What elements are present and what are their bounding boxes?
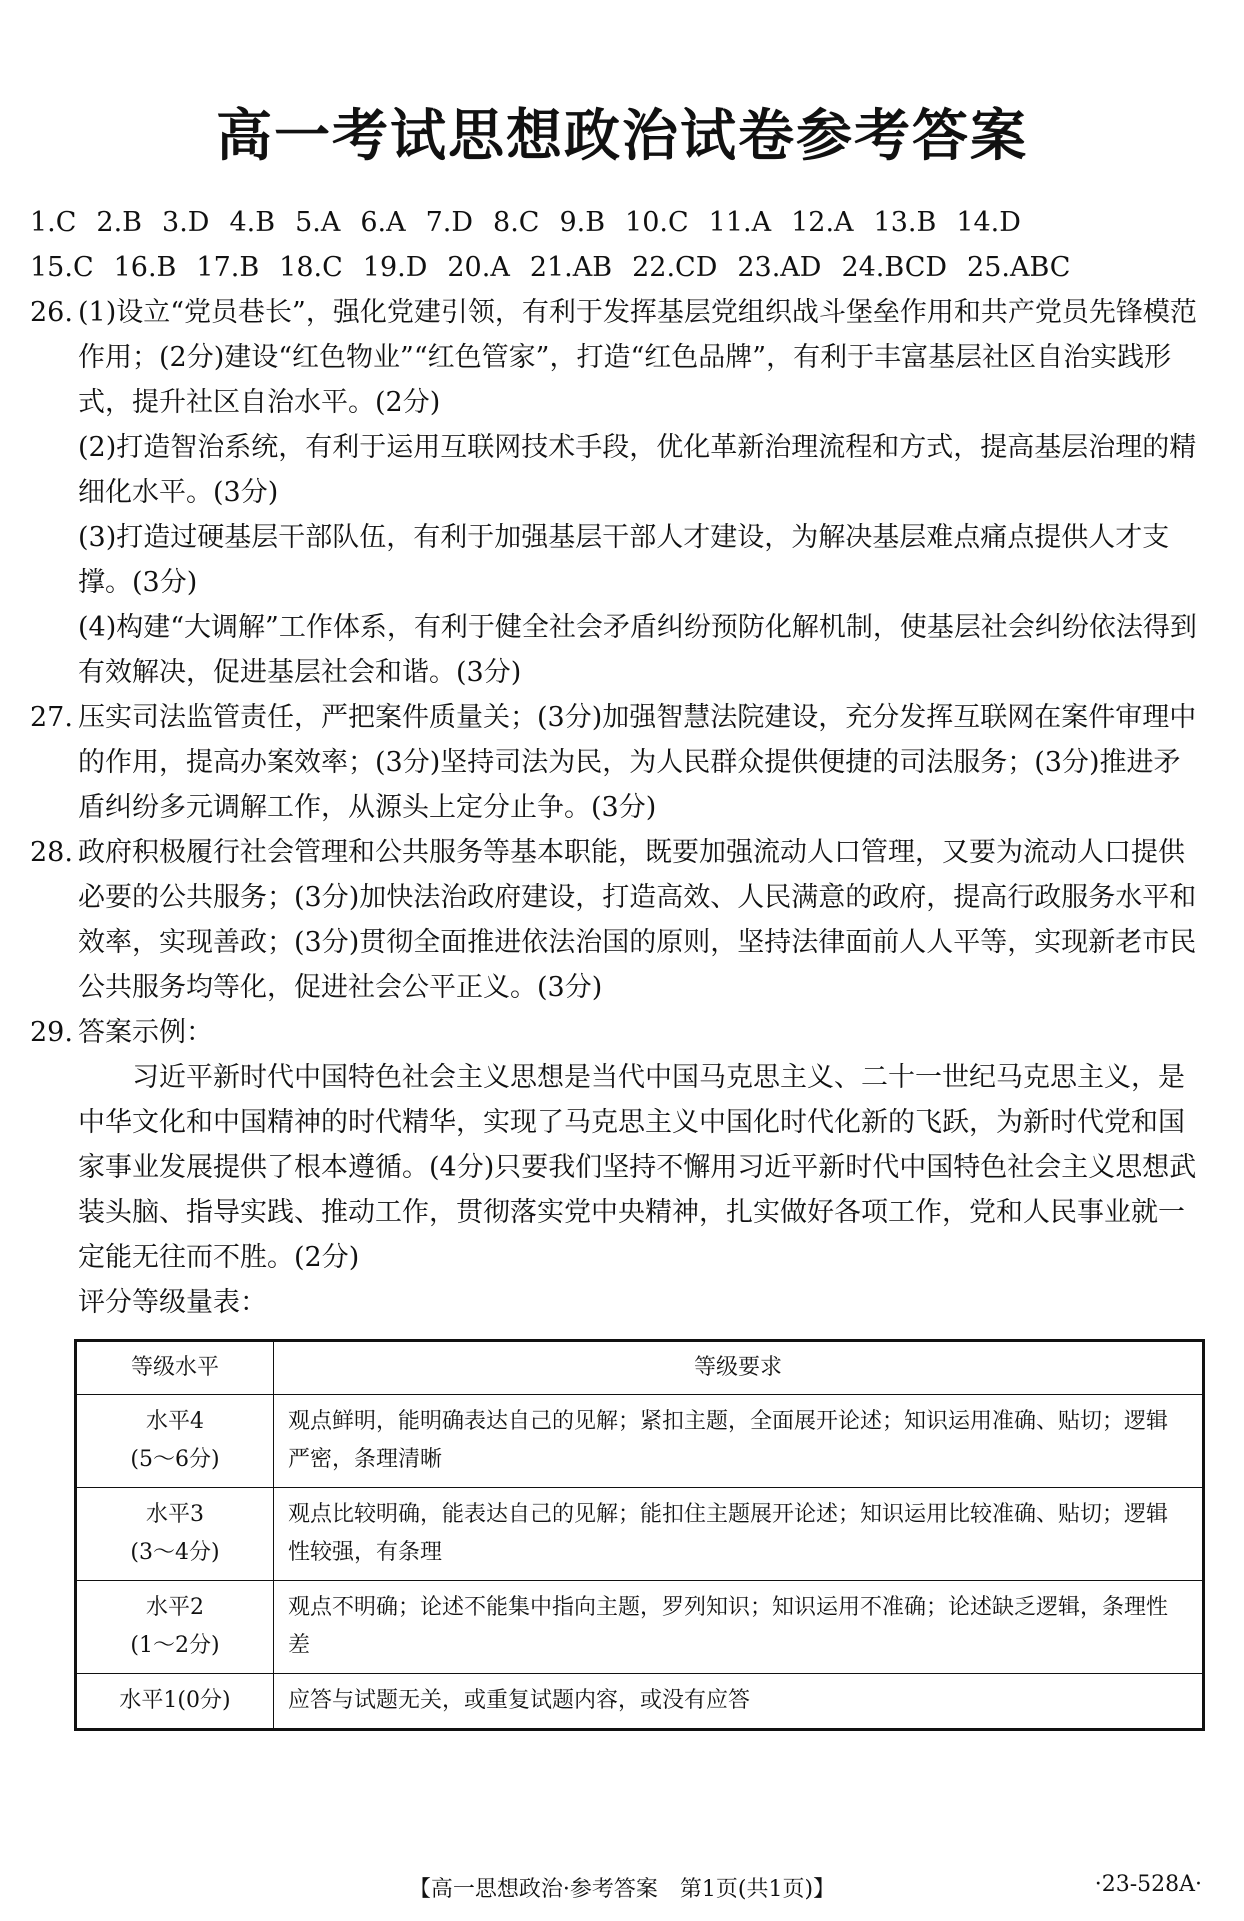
table-header: 等级水平: [76, 1341, 274, 1395]
table-row: [76, 1488, 1204, 1581]
q29-intro: 答案示例：: [78, 1017, 213, 1048]
q26-part-4: (4)构建“大调解”工作体系，有利于健全社会矛盾纠纷预防化解机制，使基层社会纠纷依法得到有效解决，促进基层社会和谐。(3分): [78, 612, 1197, 688]
mc-answer: 24.BCD: [841, 252, 948, 283]
level-range: (1～2分): [130, 1633, 220, 1658]
mc-answer: 21.AB: [529, 252, 613, 283]
mc-answer: 16.B: [113, 252, 177, 283]
mc-answer: 9.B: [559, 207, 606, 238]
table-header: 等级要求: [274, 1341, 1204, 1395]
mc-answers-row-1: [30, 200, 1205, 245]
mc-answer: 10.C: [625, 207, 689, 238]
page-footer: 【高一思想政治·参考答案 第1页(共1页)】: [408, 1877, 836, 1902]
mc-answer: 5.A: [295, 207, 341, 238]
mc-answers-row-2: [30, 245, 1205, 290]
mc-answer: 8.C: [493, 207, 540, 238]
q27-answer: 压实司法监管责任，严把案件质量关；(3分)加强智慧法院建设，充分发挥互联网在案件审理中的作用，提高办案效率；(3分)坚持司法为民，为人民群众提供便捷的司法服务；(3分)推进矛盾纠纷多元调解工作，从源头上定分止争。(3分): [78, 702, 1197, 823]
level-cell: [76, 1488, 274, 1581]
mc-answer: 3.D: [162, 207, 210, 238]
question-number: 27.: [30, 702, 73, 733]
question-28: [30, 830, 1205, 1010]
requirement-cell: 观点鲜明，能明确表达自己的见解；紧扣主题，全面展开论述；知识运用准确、贴切；逻辑严密，条理清晰: [274, 1395, 1204, 1488]
mc-answer: 13.B: [873, 207, 937, 238]
requirement-cell: 观点比较明确，能表达自己的见解；能扣住主题展开论述；知识运用比较准确、贴切；逻辑性较强，有条理: [274, 1488, 1204, 1581]
mc-answer: 4.B: [229, 207, 276, 238]
mc-answer: 7.D: [425, 207, 474, 238]
page-title: 高一考试思想政治试卷参考答案: [216, 104, 1028, 169]
requirement-cell: 应答与试题无关，或重复试题内容，或没有应答: [274, 1674, 1204, 1730]
question-number: 26.: [30, 297, 73, 328]
requirement-cell: 观点不明确；论述不能集中指向主题，罗列知识；知识运用不准确；论述缺乏逻辑，条理性差: [274, 1581, 1204, 1674]
table-header-row: [76, 1341, 1204, 1395]
q26-part-2: (2)打造智治系统，有利于运用互联网技术手段，优化革新治理流程和方式，提高基层治理的精细化水平。(3分): [78, 432, 1197, 508]
question-27: [30, 695, 1205, 830]
mc-answer: 18.C: [279, 252, 343, 283]
question-number: 28.: [30, 837, 73, 868]
mc-answer: 1.C: [30, 207, 77, 238]
mc-answer: 12.A: [791, 207, 854, 238]
answer-body: [30, 200, 1205, 1325]
level-name: 水平1(0分): [119, 1688, 231, 1713]
mc-answer: 14.D: [956, 207, 1021, 238]
level-name: 水平2: [146, 1595, 204, 1620]
mc-answer: 11.A: [708, 207, 772, 238]
mc-answer: 22.CD: [632, 252, 718, 283]
question-26: [30, 290, 1205, 695]
level-range: (5～6分): [130, 1447, 220, 1472]
mc-answer: 20.A: [447, 252, 510, 283]
mc-answer: 6.A: [360, 207, 406, 238]
mc-answer: 23.AD: [737, 252, 822, 283]
mc-answer: 19.D: [362, 252, 428, 283]
grading-scale-table: [74, 1339, 1205, 1731]
q29-answer: 习近平新时代中国特色社会主义思想是当代中国马克思主义、二十一世纪马克思主义，是中华文化和中国精神的时代精华，实现了马克思主义中国化时代化新的飞跃，为新时代党和国家事业发展提供了根本遵循。(4分)只要我们坚持不懈用习近平新时代中国特色社会主义思想武装头脑、指导实践、推动工作，贯彻落实党中央精神，扎实做好各项工作，党和人民事业就一定能无往而不胜。(2分): [78, 1062, 1197, 1273]
table-row: [76, 1674, 1204, 1730]
level-cell: [76, 1395, 274, 1488]
table-row: [76, 1581, 1204, 1674]
q26-part-1: (1)设立“党员巷长”，强化党建引领，有利于发挥基层党组织战斗堡垒作用和共产党员先锋模范作用；(2分)建设“红色物业”“红色管家”，打造“红色品牌”，有利于丰富基层社区自治实践形式，提升社区自治水平。(2分): [78, 297, 1197, 418]
mc-answer: 2.B: [96, 207, 143, 238]
level-cell: [76, 1581, 274, 1674]
q26-part-3: (3)打造过硬基层干部队伍，有利于加强基层干部人才建设，为解决基层难点痛点提供人才支撑。(3分): [78, 522, 1170, 598]
mc-answer: 17.B: [196, 252, 260, 283]
table-row: [76, 1395, 1204, 1488]
level-cell: [76, 1674, 274, 1730]
level-name: 水平4: [146, 1409, 204, 1434]
scale-label: 评分等级量表：: [78, 1287, 267, 1318]
q28-answer: 政府积极履行社会管理和公共服务等基本职能，既要加强流动人口管理，又要为流动人口提供必要的公共服务；(3分)加快法治政府建设，打造高效、人民满意的政府，提高行政服务水平和效率，实现善政；(3分)贯彻全面推进依法治国的原则，坚持法律面前人人平等，实现新老市民公共服务均等化，促进社会公平正义。(3分): [78, 837, 1197, 1003]
mc-answer: 15.C: [30, 252, 94, 283]
level-name: 水平3: [146, 1502, 204, 1527]
question-number: 29.: [30, 1017, 73, 1048]
level-range: (3～4分): [130, 1540, 220, 1565]
question-29: [30, 1010, 1205, 1055]
mc-answer: 25.ABC: [967, 252, 1071, 283]
document-code: ·23-528A·: [1094, 1872, 1202, 1897]
